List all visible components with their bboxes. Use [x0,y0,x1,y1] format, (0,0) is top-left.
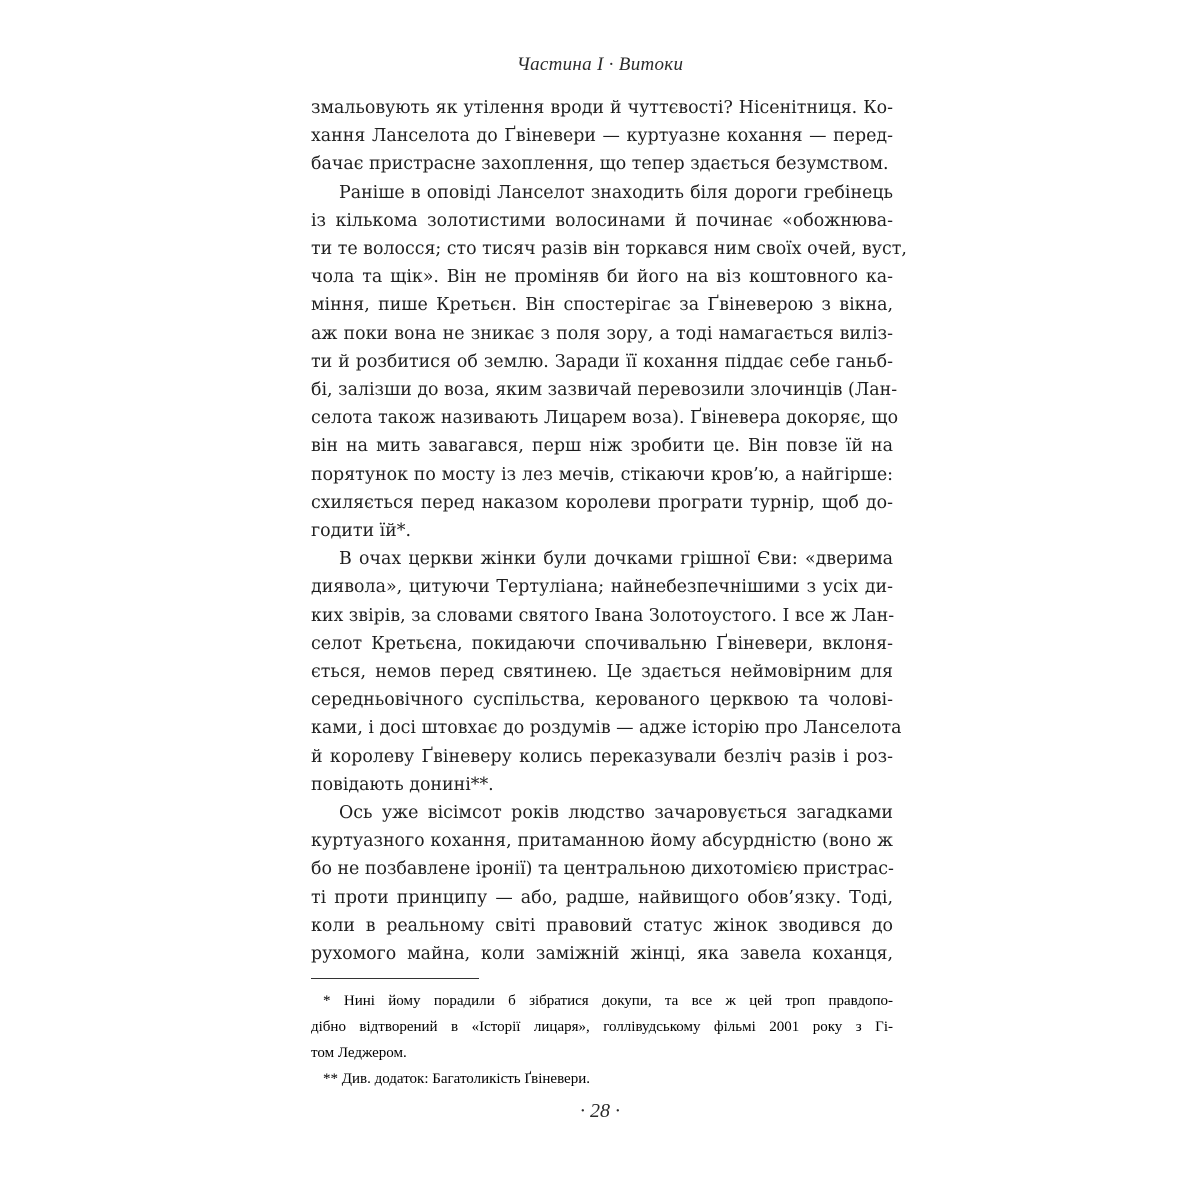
body-line: бо не позбавлене іронії) та центральною дихотомією пристрас- [311,859,894,880]
body-line: порятунок по мосту із лез мечів, стікаючи кров’ю, а найгірше: [311,464,893,485]
body-line: й королеву Ґвіневеру колись переказували безліч разів і роз- [311,746,893,767]
footnote-separator [311,978,479,979]
footnote-line: ** Див. додаток: Багатоликість Ґвіневери. [323,1071,590,1087]
body-line: бі, залізши до воза, яким зазвичай перевозили злочинців (Лан- [311,380,898,400]
footnote-line: * Нині йому порадили б зібратися докупи, та все ж цей троп правдопо- [323,993,893,1009]
body-line: ті проти принципу — або, радше, найвищого обов’язку. Тоді, [311,887,893,908]
body-line: міння, пише Кретьєн. Він спостерігає за Ґвіневерою з вікна, [311,295,893,316]
body-line: аж поки вона не зникає з поля зору, а тоді намагається виліз- [311,323,893,344]
body-line: хання Ланселота до Ґвіневери — куртуазне кохання — перед- [311,126,893,147]
body-line: ками, і досі штовхає до роздумів — адже історію про Ланселота [311,718,902,739]
body-line: чола та щік». Він не проміняв би його на віз коштовного ка- [311,267,893,288]
body-line: ких звірів, за словами святого Івана Золотоустого. І все ж Лан- [311,605,895,626]
body-line: ти й розбитися об землю. Заради її кохання піддає себе ганьб- [311,351,893,372]
body-line: годити їй*. [311,521,411,541]
body-line: селота також називають Лицарем воза). Ґвіневера докоряє, що [311,408,899,429]
body-line: повідають донині**. [311,774,494,795]
body-line: він на мить завагався, перш ніж зробити це. Він повзе їй на [311,436,893,457]
body-line: із кількома золотистими волосинами й починає «обожнюва- [311,210,893,231]
body-line: Раніше в оповіді Ланселот знаходить біля дороги гребінець [339,182,893,203]
body-line: куртуазного кохання, притаманною йому абсурдністю (воно ж [311,831,893,852]
body-line: середньовічного суспільства, керованого церквою та чолові- [311,690,893,711]
running-header: Частина I · Витоки [516,54,684,75]
body-line: В очах церкви жінки були дочками грішної Єви: «дверима [339,549,893,570]
body-line: рухомого майна, коли заміжній жінці, яка завела коханця, [311,944,893,964]
body-line: змальовують як утілення вроди й чуттєвості? Нісенітниця. Ко- [311,98,893,118]
body-line: бачає пристрасне захоплення, що тепер здається безумством. [311,154,889,175]
footnote-line: том Леджером. [311,1045,407,1061]
body-line: ється, немов перед святинею. Це здається неймовірним для [311,662,893,682]
body-line: ти те волосся; сто тисяч разів він торкався ним своїх очей, вуст, [311,239,907,259]
body-line: селот Кретьєна, покидаючи спочивальню Ґвіневери, вклоня- [311,633,893,654]
body-line: Ось уже вісімсот років людство зачаровується загадками [339,803,893,823]
page-number: · 28 · [580,1100,620,1122]
body-line: схиляється перед наказом королеви програти турнір, щоб до- [311,492,893,513]
body-line: диявола», цитуючи Тертуліана; найнебезпечнішими з усіх ди- [311,577,893,598]
footnote-line: дібно відтворений в «Історії лицаря», голлівудському фільмі 2001 року з Гі- [311,1019,893,1035]
body-line: коли в реальному світі правовий статус жінок зводився до [311,915,893,936]
